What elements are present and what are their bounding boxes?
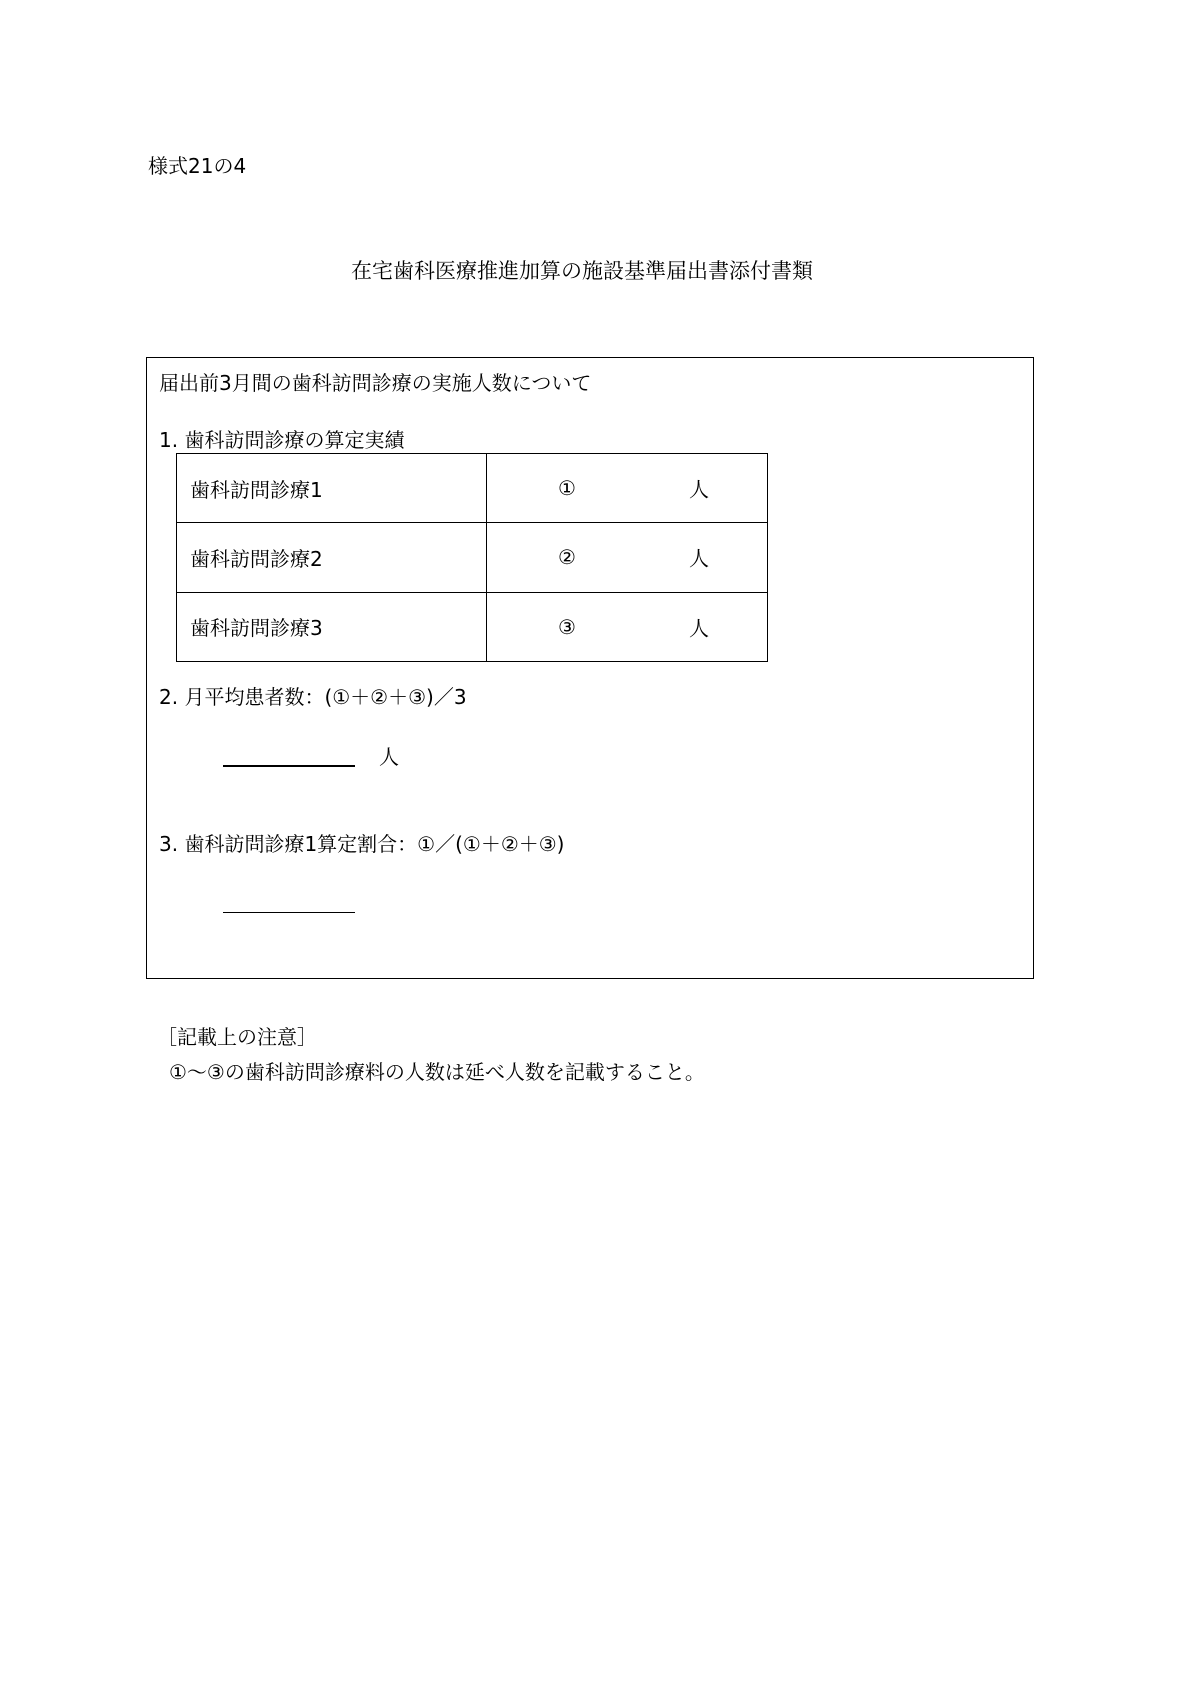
form-number: 様式21の4 — [148, 154, 247, 178]
section-2-unit: 人 — [379, 745, 399, 769]
row-unit: 人 — [689, 616, 709, 641]
table-row — [177, 523, 768, 592]
visit-count-table — [176, 453, 768, 662]
notes-text: ①～③の歯科訪問診療料の人数は延べ人数を記載すること。 — [169, 1060, 705, 1084]
ratio-blank[interactable] — [223, 912, 355, 913]
row-unit: 人 — [689, 546, 709, 571]
page-title: 在宅歯科医療推進加算の施設基準届出書添付書類 — [351, 259, 813, 283]
row-marker: ③ — [558, 614, 576, 639]
section-1-heading: 1. 歯科訪問診療の算定実績 — [159, 428, 405, 452]
count-cell[interactable] — [487, 523, 768, 592]
row-label: 歯科訪問診療2 — [177, 523, 487, 592]
row-marker: ② — [558, 545, 576, 570]
row-unit: 人 — [689, 477, 709, 502]
notes-heading: ［記載上の注意］ — [157, 1025, 317, 1049]
monthly-average-blank[interactable] — [223, 765, 355, 767]
section-3-heading: 3. 歯科訪問診療1算定割合：①／(①＋②＋③) — [159, 832, 565, 856]
row-label: 歯科訪問診療3 — [177, 592, 487, 661]
count-cell[interactable] — [487, 454, 768, 523]
box-heading: 届出前3月間の歯科訪問診療の実施人数について — [159, 371, 592, 395]
section-2-heading: 2. 月平均患者数：(①＋②＋③)／3 — [159, 685, 467, 709]
table-row — [177, 454, 768, 523]
row-marker: ① — [558, 476, 576, 501]
count-cell[interactable] — [487, 592, 768, 661]
table-row — [177, 592, 768, 661]
row-label: 歯科訪問診療1 — [177, 454, 487, 523]
